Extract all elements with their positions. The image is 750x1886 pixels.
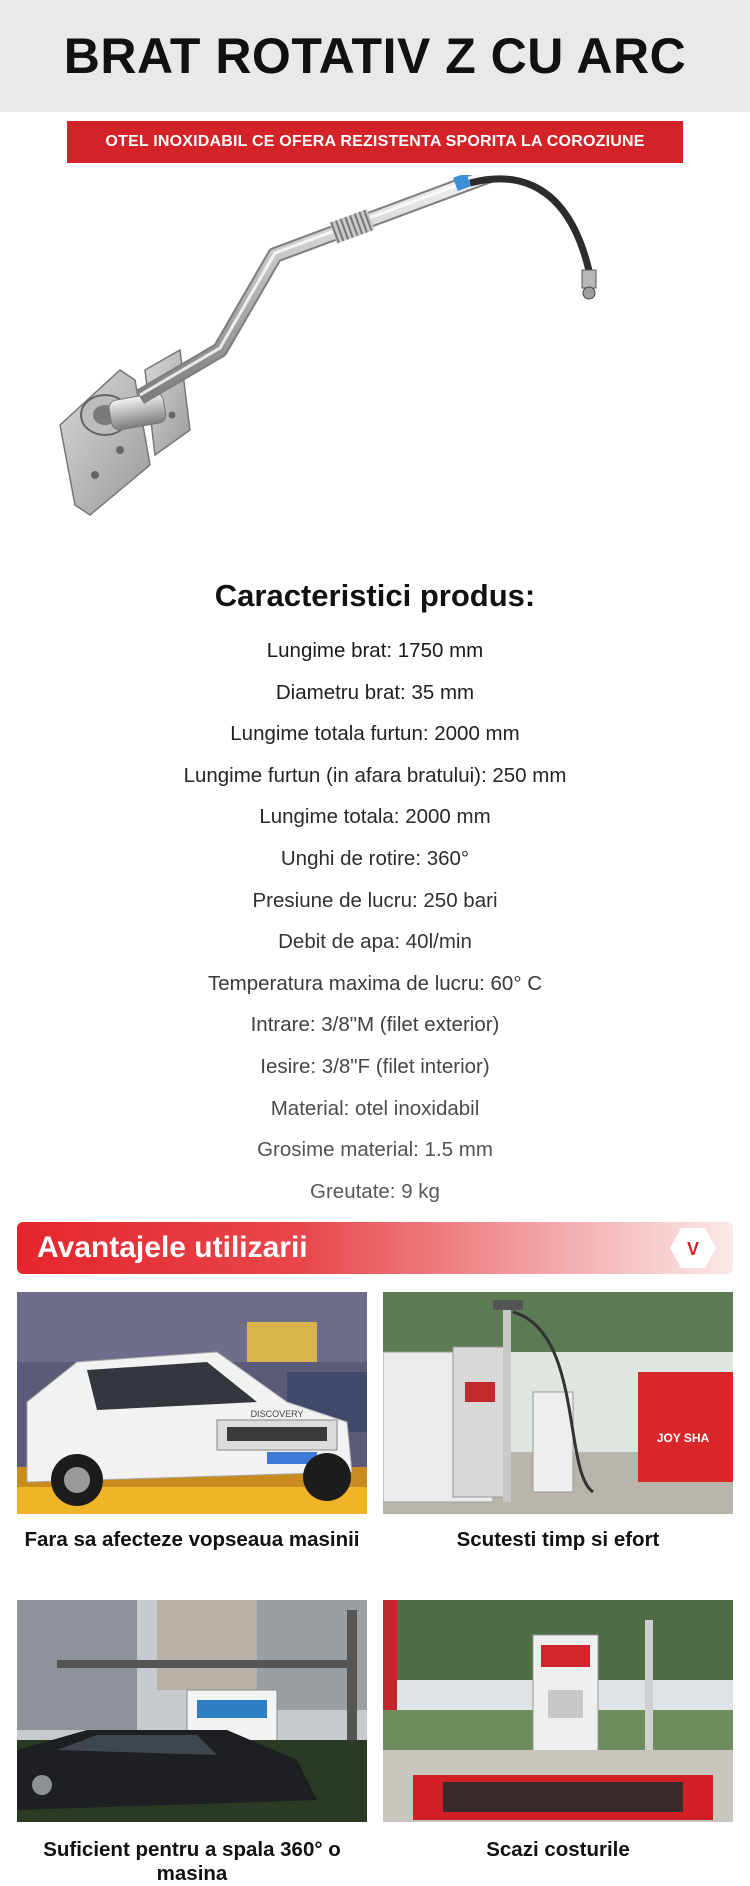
photo-wash-station [383,1292,733,1514]
advantages-title: Avantajele utilizarii [37,1231,308,1264]
page-title: BRAT ROTATIV Z CU ARC [63,28,687,84]
spec-item: Unghi de rotire: 360° [280,846,470,870]
spec-item: Presiune de lucru: 250 bari [252,888,498,912]
advantage-caption: Scutesti timp si efort [456,1528,660,1551]
spec-item: Diametru brat: 35 mm [275,680,475,704]
advantages-header [17,1222,733,1274]
advantage-caption: Scazi costurile [486,1838,630,1861]
spec-item: Intrare: 3/8"M (filet exterior) [250,1013,500,1037]
spec-item: Lungime totala furtun: 2000 mm [230,722,520,746]
page-header [0,0,750,112]
specs-list [0,630,750,1212]
photo-self-service-station [383,1600,733,1822]
photo-car-wash-suv [17,1292,367,1514]
advantage-caption: Fara sa afecteze vopseaua masinii [24,1528,360,1551]
car-brand-label: DISCOVERY [250,1409,304,1419]
advantage-caption: Suficient pentru a spala 360° o masina [43,1838,341,1885]
check-badge-icon [670,1228,716,1268]
spec-item: Greutate: 9 kg [310,1179,440,1203]
badge-letter: V [686,1239,700,1259]
spec-item: Lungime totala: 2000 mm [259,805,491,829]
photo-car-360-wash [17,1600,367,1822]
corrosion-banner: OTEL INOXIDABIL CE OFERA REZISTENTA SPORITA LA COROZIUNE [67,121,683,163]
spec-item: Temperatura maxima de lucru: 60° C [207,971,543,995]
spec-item: Debit de apa: 40l/min [278,930,472,954]
specs-title: Caracteristici produs: [214,578,536,613]
spec-item: Lungime brat: 1750 mm [266,639,484,662]
spec-item: Grosime material: 1.5 mm [257,1138,493,1162]
spec-item: Iesire: 3/8"F (filet interior) [260,1054,490,1078]
spec-item: Lungime furtun (in afara bratului): 250 mm [183,763,567,787]
spec-item: Material: otel inoxidabil [270,1096,480,1120]
station-brand-label: JOY SHA [656,1431,710,1445]
rotating-arm-product-image [50,175,710,575]
